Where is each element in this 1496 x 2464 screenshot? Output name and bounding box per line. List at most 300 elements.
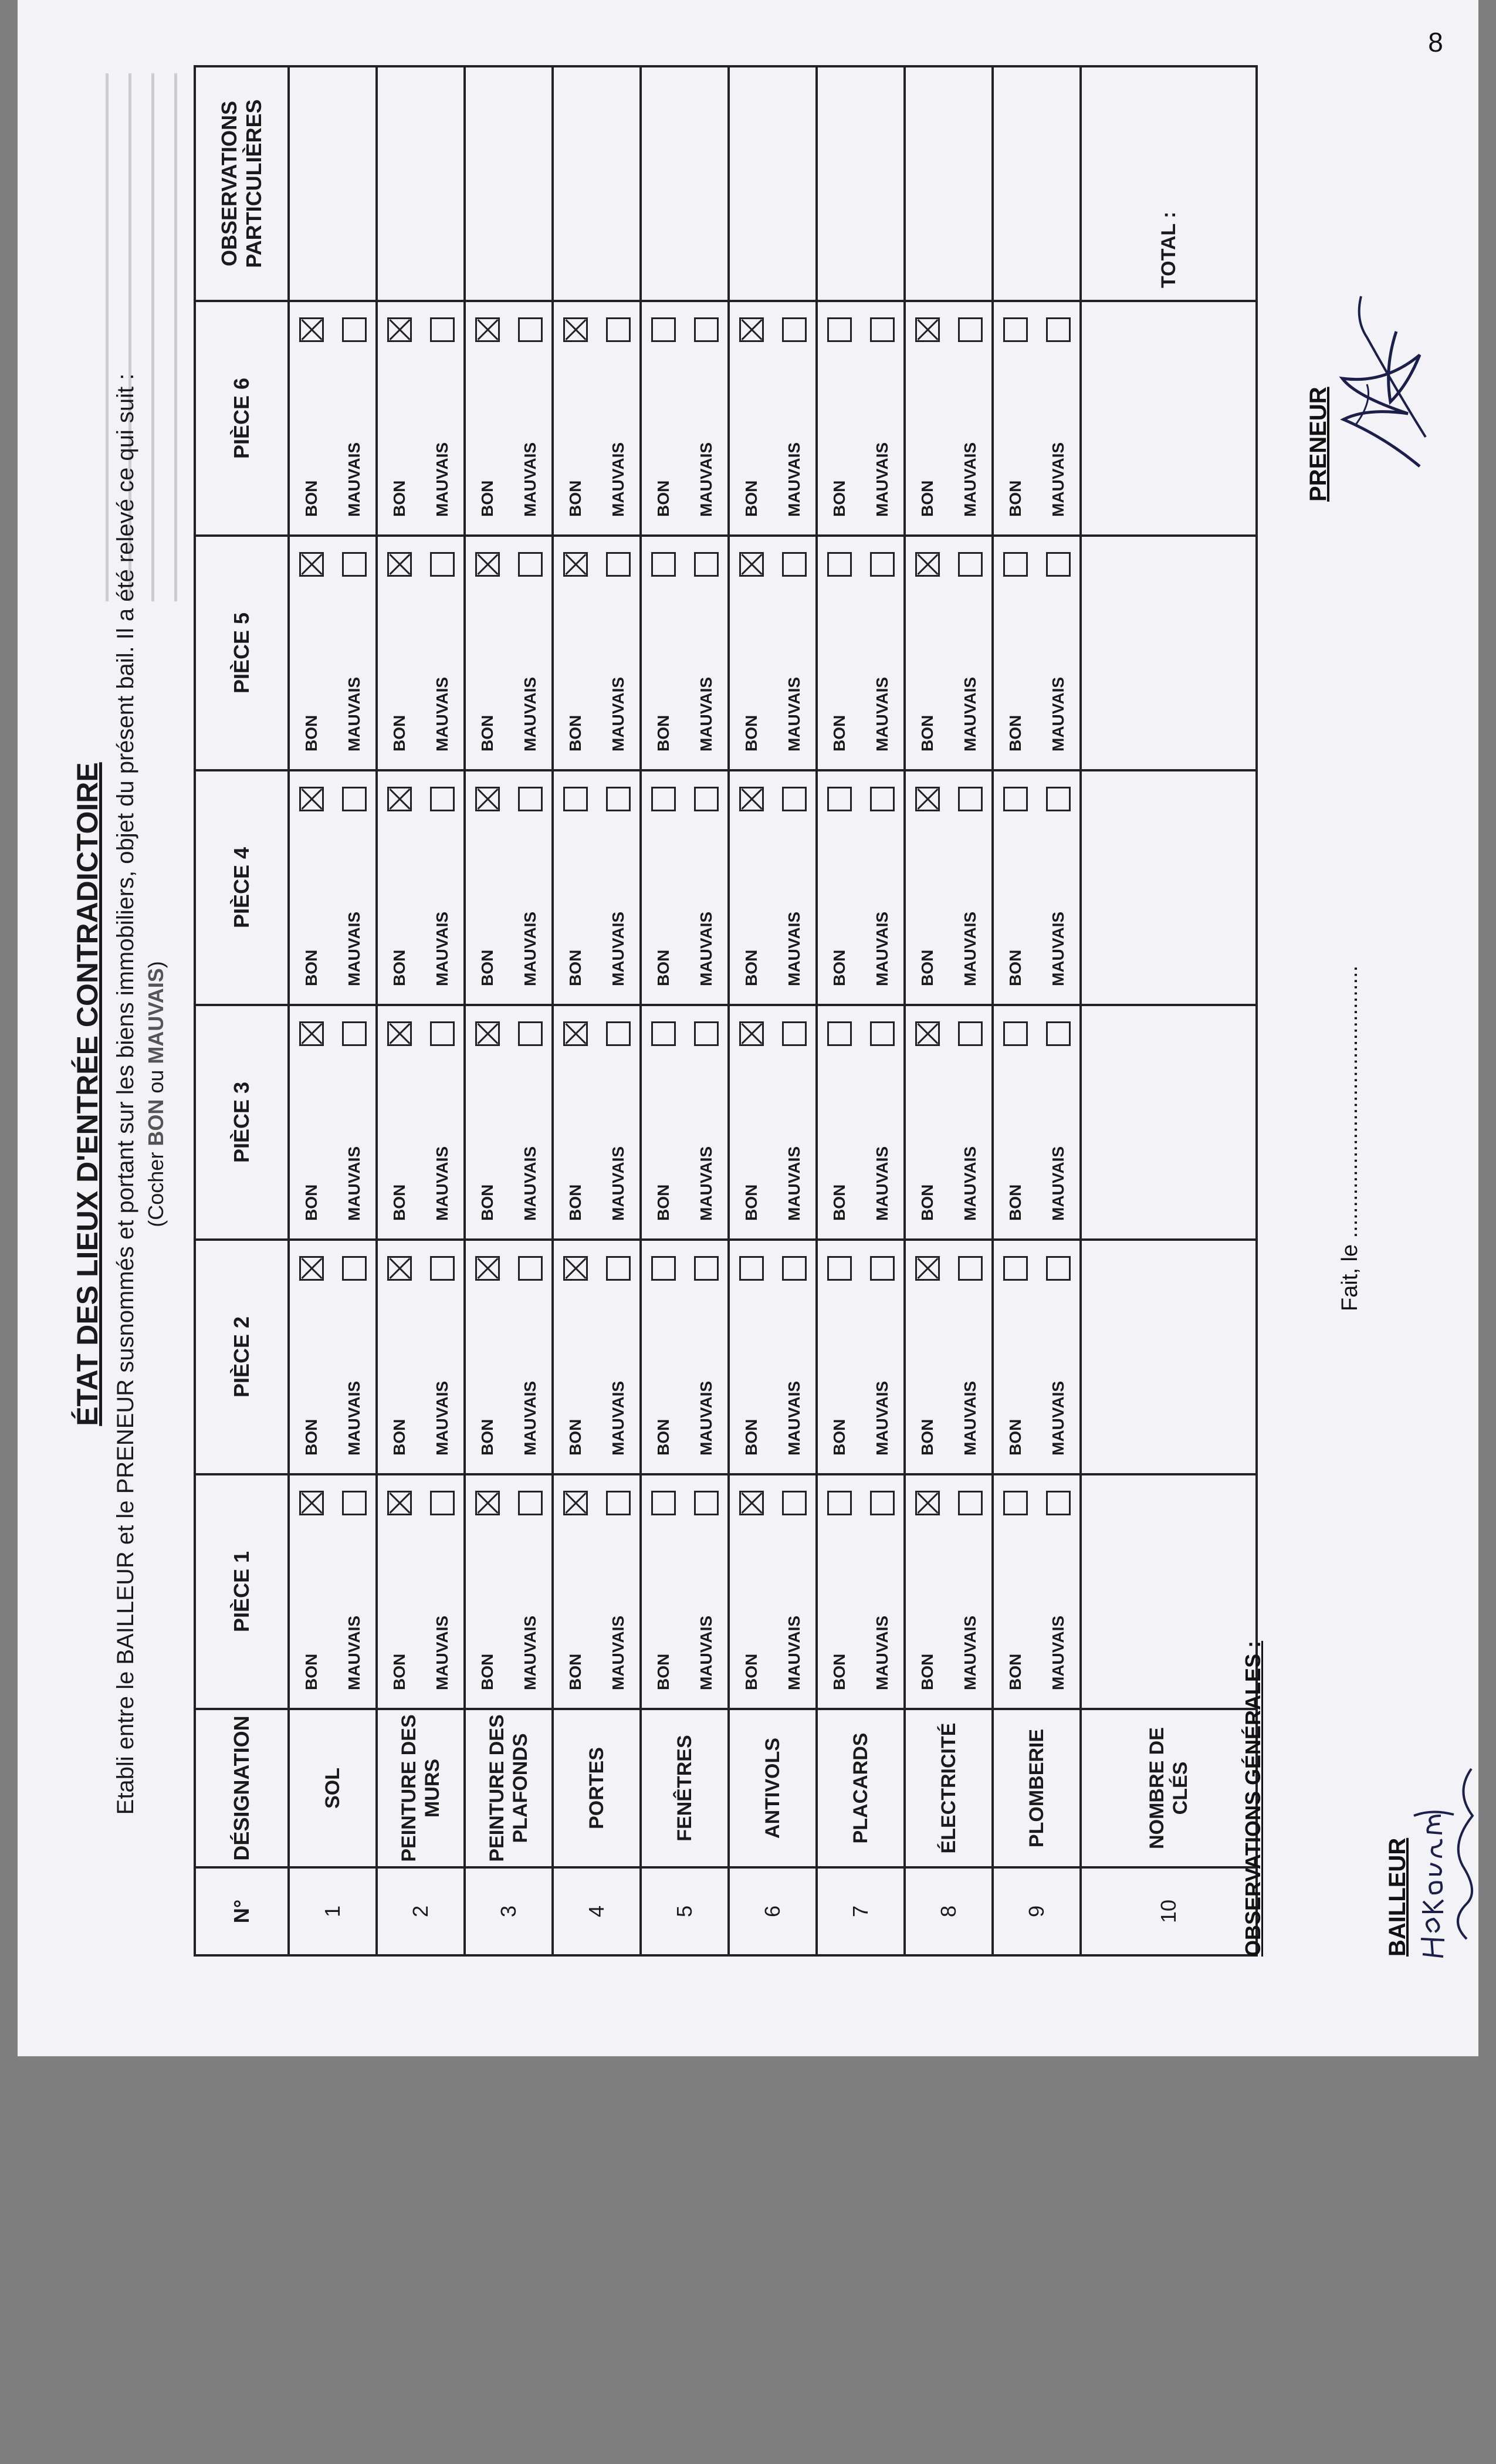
mauvais-option xyxy=(509,1241,551,1473)
mauvais-checkbox[interactable] xyxy=(1046,1256,1071,1281)
header-observations: OBSERVATIONS PARTICULIÈRES xyxy=(195,66,289,301)
bon-label: BON xyxy=(742,1653,760,1690)
piece-cell xyxy=(817,770,905,1005)
bon-label: BON xyxy=(918,949,936,986)
table-row xyxy=(817,66,905,1955)
mauvais-label: MAUVAIS xyxy=(344,442,363,517)
bon-checkbox[interactable] xyxy=(299,317,324,342)
piece-cell xyxy=(993,1240,1081,1474)
keys-piece-cell xyxy=(1081,301,1257,536)
bon-checkbox[interactable] xyxy=(299,1021,324,1046)
mauvais-option xyxy=(773,537,815,769)
mauvais-option xyxy=(509,537,551,769)
bon-label: BON xyxy=(302,1419,320,1456)
bon-checkbox[interactable] xyxy=(651,787,676,811)
piece-cell xyxy=(553,770,641,1005)
bon-option xyxy=(906,302,949,534)
mauvais-checkbox[interactable] xyxy=(518,552,543,577)
bon-checkbox[interactable] xyxy=(563,552,588,577)
bon-checkbox[interactable] xyxy=(563,1491,588,1515)
mauvais-checkbox[interactable] xyxy=(342,787,367,811)
bon-label: BON xyxy=(478,1653,496,1690)
row-observations xyxy=(465,66,553,301)
bon-option xyxy=(642,1241,685,1473)
mauvais-checkbox[interactable] xyxy=(694,787,719,811)
bon-option xyxy=(554,1475,597,1708)
row-number: 7 xyxy=(817,1867,905,1955)
mauvais-checkbox[interactable] xyxy=(606,787,631,811)
mauvais-label: MAUVAIS xyxy=(696,911,715,986)
piece-cell xyxy=(377,536,465,770)
bon-label: BON xyxy=(918,1653,936,1690)
bon-option xyxy=(818,1241,861,1473)
mauvais-checkbox[interactable] xyxy=(342,552,367,577)
bon-option xyxy=(818,1475,861,1708)
mauvais-label: MAUVAIS xyxy=(432,1380,451,1456)
bon-option xyxy=(290,537,333,769)
mauvais-checkbox[interactable] xyxy=(694,317,719,342)
mauvais-option xyxy=(509,1006,551,1238)
keys-piece-cell xyxy=(1081,536,1257,770)
piece-cell xyxy=(993,536,1081,770)
header-piece-3: PIÈCE 3 xyxy=(195,1005,289,1240)
mauvais-label: MAUVAIS xyxy=(344,1380,363,1456)
mauvais-option xyxy=(597,1006,639,1238)
bon-label: BON xyxy=(302,1184,320,1221)
bon-label: BON xyxy=(390,715,408,752)
piece-cell xyxy=(729,301,817,536)
mauvais-checkbox[interactable] xyxy=(782,317,807,342)
bon-checkbox[interactable] xyxy=(563,317,588,342)
piece-cell xyxy=(641,1005,729,1240)
mauvais-label: MAUVAIS xyxy=(432,1615,451,1690)
mauvais-label: MAUVAIS xyxy=(520,1380,539,1456)
piece-cell xyxy=(553,1474,641,1709)
bon-option xyxy=(642,1475,685,1708)
bon-checkbox[interactable] xyxy=(387,1256,412,1281)
mauvais-label: MAUVAIS xyxy=(608,1615,627,1690)
bon-checkbox[interactable] xyxy=(387,552,412,577)
bon-checkbox[interactable] xyxy=(827,787,852,811)
mauvais-checkbox[interactable] xyxy=(606,552,631,577)
mauvais-option xyxy=(685,1006,727,1238)
mauvais-label: MAUVAIS xyxy=(784,1615,803,1690)
row-number: 1 xyxy=(289,1867,377,1955)
mauvais-option xyxy=(1037,302,1079,534)
mauvais-option xyxy=(333,537,375,769)
mauvais-checkbox[interactable] xyxy=(694,1256,719,1281)
mauvais-label: MAUVAIS xyxy=(520,1146,539,1221)
bon-label: BON xyxy=(918,1184,936,1221)
tenant-signature xyxy=(1332,273,1437,472)
bon-option xyxy=(466,1475,509,1708)
bon-label: BON xyxy=(390,949,408,986)
mauvais-checkbox[interactable] xyxy=(870,1256,895,1281)
mauvais-checkbox[interactable] xyxy=(518,1021,543,1046)
document-page xyxy=(18,0,1478,2056)
bon-option xyxy=(730,1006,773,1238)
bon-checkbox[interactable] xyxy=(739,317,764,342)
bon-checkbox[interactable] xyxy=(299,1491,324,1515)
mauvais-option xyxy=(597,1475,639,1708)
bon-option xyxy=(378,302,421,534)
bon-label: BON xyxy=(478,715,496,752)
bon-checkbox[interactable] xyxy=(475,1021,500,1046)
mauvais-checkbox[interactable] xyxy=(958,552,983,577)
bon-label: BON xyxy=(654,949,672,986)
bon-label: BON xyxy=(742,1184,760,1221)
mauvais-checkbox[interactable] xyxy=(958,317,983,342)
header-piece-2: PIÈCE 2 xyxy=(195,1240,289,1474)
bon-label: BON xyxy=(742,715,760,752)
piece-cell xyxy=(465,770,553,1005)
bon-option xyxy=(994,1241,1037,1473)
mauvais-label: MAUVAIS xyxy=(960,676,979,752)
mauvais-label: MAUVAIS xyxy=(608,1146,627,1221)
mauvais-checkbox[interactable] xyxy=(518,1491,543,1515)
mauvais-checkbox[interactable] xyxy=(1046,787,1071,811)
bon-label: BON xyxy=(302,1653,320,1690)
bon-checkbox[interactable] xyxy=(1003,1256,1028,1281)
keys-piece-cell xyxy=(1081,1474,1257,1709)
bon-checkbox[interactable] xyxy=(387,1491,412,1515)
keys-piece-cell xyxy=(1081,1005,1257,1240)
piece-cell xyxy=(289,1474,377,1709)
mauvais-option xyxy=(685,302,727,534)
mauvais-checkbox[interactable] xyxy=(430,317,455,342)
piece-cell xyxy=(905,1240,993,1474)
row-observations xyxy=(729,66,817,301)
mauvais-checkbox[interactable] xyxy=(958,1256,983,1281)
piece-cell xyxy=(905,1474,993,1709)
piece-cell xyxy=(641,1240,729,1474)
mauvais-option xyxy=(333,302,375,534)
bon-checkbox[interactable] xyxy=(915,1021,940,1046)
page-number: 8 xyxy=(1428,27,1443,58)
piece-cell xyxy=(553,301,641,536)
bon-label: BON xyxy=(302,715,320,752)
mauvais-checkbox[interactable] xyxy=(782,552,807,577)
mauvais-option xyxy=(333,1006,375,1238)
mauvais-checkbox[interactable] xyxy=(518,787,543,811)
piece-cell xyxy=(905,770,993,1005)
bon-option xyxy=(730,302,773,534)
bon-checkbox[interactable] xyxy=(1003,1491,1028,1515)
mauvais-option xyxy=(421,1241,463,1473)
bon-option xyxy=(466,1006,509,1238)
bon-checkbox[interactable] xyxy=(915,1491,940,1515)
keys-total: TOTAL : xyxy=(1081,66,1257,301)
row-designation: ÉLECTRICITÉ xyxy=(905,1709,993,1867)
bon-option xyxy=(818,771,861,1004)
row-observations xyxy=(553,66,641,301)
bon-label: BON xyxy=(566,715,584,752)
mauvais-checkbox[interactable] xyxy=(870,317,895,342)
keys-row xyxy=(1081,66,1257,1955)
row-observations xyxy=(905,66,993,301)
mauvais-label: MAUVAIS xyxy=(696,1615,715,1690)
mauvais-checkbox[interactable] xyxy=(430,1491,455,1515)
bon-checkbox[interactable] xyxy=(475,552,500,577)
piece-cell xyxy=(289,770,377,1005)
piece-cell xyxy=(817,301,905,536)
mauvais-option xyxy=(861,1006,903,1238)
bon-checkbox[interactable] xyxy=(475,317,500,342)
row-designation: PLOMBERIE xyxy=(993,1709,1081,1867)
mauvais-label: MAUVAIS xyxy=(960,442,979,517)
bon-checkbox[interactable] xyxy=(915,1256,940,1281)
row-observations xyxy=(993,66,1081,301)
bon-label: BON xyxy=(830,480,848,517)
mauvais-checkbox[interactable] xyxy=(430,1256,455,1281)
mauvais-checkbox[interactable] xyxy=(342,1491,367,1515)
mauvais-label: MAUVAIS xyxy=(872,1146,891,1221)
piece-cell xyxy=(729,1005,817,1240)
mauvais-option xyxy=(509,302,551,534)
bon-option xyxy=(290,1006,333,1238)
bon-checkbox[interactable] xyxy=(1003,317,1028,342)
bon-option xyxy=(378,771,421,1004)
bon-checkbox[interactable] xyxy=(739,1021,764,1046)
mauvais-checkbox[interactable] xyxy=(518,1256,543,1281)
mauvais-option xyxy=(861,537,903,769)
mauvais-checkbox[interactable] xyxy=(606,1491,631,1515)
bon-option xyxy=(994,1475,1037,1708)
bon-option xyxy=(906,771,949,1004)
mauvais-label: MAUVAIS xyxy=(696,1146,715,1221)
bon-option xyxy=(818,537,861,769)
bon-checkbox[interactable] xyxy=(563,1256,588,1281)
piece-cell xyxy=(905,1005,993,1240)
mauvais-option xyxy=(509,771,551,1004)
mauvais-option xyxy=(421,771,463,1004)
bon-checkbox[interactable] xyxy=(915,317,940,342)
mauvais-checkbox[interactable] xyxy=(782,1021,807,1046)
bon-checkbox[interactable] xyxy=(387,1021,412,1046)
row-observations xyxy=(641,66,729,301)
mauvais-option xyxy=(1037,537,1079,769)
bon-option xyxy=(642,537,685,769)
bon-checkbox[interactable] xyxy=(387,317,412,342)
bon-option xyxy=(730,1475,773,1708)
bon-option xyxy=(906,1241,949,1473)
mauvais-checkbox[interactable] xyxy=(958,787,983,811)
mauvais-checkbox[interactable] xyxy=(870,1491,895,1515)
mauvais-option xyxy=(685,537,727,769)
mauvais-option xyxy=(597,771,639,1004)
bon-checkbox[interactable] xyxy=(651,1021,676,1046)
mauvais-option xyxy=(1037,1006,1079,1238)
bon-checkbox[interactable] xyxy=(563,1021,588,1046)
piece-cell xyxy=(289,301,377,536)
piece-cell xyxy=(641,301,729,536)
mauvais-option xyxy=(1037,771,1079,1004)
bon-checkbox[interactable] xyxy=(299,552,324,577)
mauvais-label: MAUVAIS xyxy=(1048,1380,1067,1456)
bon-label: BON xyxy=(566,1419,584,1456)
bon-checkbox[interactable] xyxy=(299,787,324,811)
piece-cell xyxy=(817,536,905,770)
piece-cell xyxy=(377,1474,465,1709)
bon-label: BON xyxy=(1006,480,1024,517)
bon-checkbox[interactable] xyxy=(827,552,852,577)
mauvais-checkbox[interactable] xyxy=(870,552,895,577)
mauvais-label: MAUVAIS xyxy=(784,1380,803,1456)
mauvais-checkbox[interactable] xyxy=(1046,1021,1071,1046)
mauvais-checkbox[interactable] xyxy=(430,787,455,811)
bon-option xyxy=(906,1475,949,1708)
mauvais-checkbox[interactable] xyxy=(342,1256,367,1281)
mauvais-checkbox[interactable] xyxy=(342,317,367,342)
bon-option xyxy=(994,1006,1037,1238)
bon-checkbox[interactable] xyxy=(651,1491,676,1515)
row-designation: PLACARDS xyxy=(817,1709,905,1867)
piece-cell xyxy=(377,770,465,1005)
bon-checkbox[interactable] xyxy=(739,787,764,811)
bon-option xyxy=(554,1241,597,1473)
row-number: 5 xyxy=(641,1867,729,1955)
piece-cell xyxy=(377,1240,465,1474)
bon-option xyxy=(642,1006,685,1238)
bon-checkbox[interactable] xyxy=(827,317,852,342)
document-subtitle: Etabli entre le BAILLEUR et le PRENEUR susnommés et portant sur les biens immobiliers, objet du présent bail. Il a été relevé ce qui suit : xyxy=(113,373,138,1815)
bon-checkbox[interactable] xyxy=(475,1256,500,1281)
mauvais-checkbox[interactable] xyxy=(1046,317,1071,342)
bon-option xyxy=(378,1006,421,1238)
mauvais-checkbox[interactable] xyxy=(870,787,895,811)
mauvais-checkbox[interactable] xyxy=(342,1021,367,1046)
header-piece-6: PIÈCE 6 xyxy=(195,301,289,536)
bon-label: BON xyxy=(302,480,320,517)
row-observations xyxy=(377,66,465,301)
piece-cell xyxy=(641,1474,729,1709)
piece-cell xyxy=(553,536,641,770)
bon-option xyxy=(818,1006,861,1238)
mauvais-label: MAUVAIS xyxy=(608,676,627,752)
row-observations xyxy=(817,66,905,301)
bon-label: BON xyxy=(566,480,584,517)
mauvais-checkbox[interactable] xyxy=(958,1491,983,1515)
bon-checkbox[interactable] xyxy=(827,1021,852,1046)
table-row xyxy=(465,66,553,1955)
bon-checkbox[interactable] xyxy=(1003,787,1028,811)
mauvais-option xyxy=(421,302,463,534)
mauvais-label: MAUVAIS xyxy=(432,442,451,517)
mauvais-label: MAUVAIS xyxy=(1048,1615,1067,1690)
mauvais-option xyxy=(597,302,639,534)
tenant-label: PRENEUR xyxy=(1305,387,1331,502)
row-designation: PORTES xyxy=(553,1709,641,1867)
bon-option xyxy=(290,1475,333,1708)
mauvais-checkbox[interactable] xyxy=(782,787,807,811)
row-number: 10 xyxy=(1081,1867,1257,1955)
bon-option xyxy=(466,1241,509,1473)
bon-checkbox[interactable] xyxy=(475,787,500,811)
bon-checkbox[interactable] xyxy=(1003,1021,1028,1046)
mauvais-checkbox[interactable] xyxy=(694,1491,719,1515)
bon-option xyxy=(466,302,509,534)
bon-option xyxy=(994,302,1037,534)
table-header-row xyxy=(195,66,289,1955)
bon-label: BON xyxy=(742,1419,760,1456)
row-number: 9 xyxy=(993,1867,1081,1955)
mauvais-checkbox[interactable] xyxy=(606,1256,631,1281)
piece-cell xyxy=(289,1240,377,1474)
bon-checkbox[interactable] xyxy=(739,1491,764,1515)
bon-checkbox[interactable] xyxy=(827,1491,852,1515)
mauvais-option xyxy=(773,1241,815,1473)
mauvais-option xyxy=(597,537,639,769)
bon-label: BON xyxy=(918,480,936,517)
mauvais-checkbox[interactable] xyxy=(1046,1491,1071,1515)
table-row xyxy=(553,66,641,1955)
bon-checkbox[interactable] xyxy=(915,787,940,811)
mauvais-checkbox[interactable] xyxy=(430,552,455,577)
mauvais-checkbox[interactable] xyxy=(606,1021,631,1046)
mauvais-checkbox[interactable] xyxy=(694,1021,719,1046)
row-number: 8 xyxy=(905,1867,993,1955)
bon-checkbox[interactable] xyxy=(1003,552,1028,577)
mauvais-checkbox[interactable] xyxy=(958,1021,983,1046)
bon-checkbox[interactable] xyxy=(739,1256,764,1281)
bon-checkbox[interactable] xyxy=(299,1256,324,1281)
mauvais-option xyxy=(773,302,815,534)
row-designation: FENÊTRES xyxy=(641,1709,729,1867)
bon-label: BON xyxy=(478,949,496,986)
bon-checkbox[interactable] xyxy=(651,1256,676,1281)
bon-checkbox[interactable] xyxy=(827,1256,852,1281)
piece-cell xyxy=(817,1005,905,1240)
mauvais-checkbox[interactable] xyxy=(694,552,719,577)
mauvais-label: MAUVAIS xyxy=(872,1380,891,1456)
bon-label: BON xyxy=(302,949,320,986)
mauvais-checkbox[interactable] xyxy=(518,317,543,342)
bon-checkbox[interactable] xyxy=(563,787,588,811)
date-line: Fait, le ............................................ xyxy=(1338,965,1362,1311)
bon-option xyxy=(554,537,597,769)
bon-checkbox[interactable] xyxy=(739,552,764,577)
mauvais-option xyxy=(1037,1241,1079,1473)
mauvais-checkbox[interactable] xyxy=(1046,552,1071,577)
bon-label: BON xyxy=(918,1419,936,1456)
bon-checkbox[interactable] xyxy=(475,1491,500,1515)
bon-checkbox[interactable] xyxy=(387,787,412,811)
bon-checkbox[interactable] xyxy=(651,317,676,342)
mauvais-label: MAUVAIS xyxy=(784,1146,803,1221)
mauvais-label: MAUVAIS xyxy=(432,676,451,752)
mauvais-label: MAUVAIS xyxy=(608,1380,627,1456)
mauvais-option xyxy=(421,1475,463,1708)
mauvais-checkbox[interactable] xyxy=(606,317,631,342)
mauvais-label: MAUVAIS xyxy=(696,1380,715,1456)
mauvais-checkbox[interactable] xyxy=(430,1021,455,1046)
bon-label: BON xyxy=(390,1184,408,1221)
piece-cell xyxy=(289,536,377,770)
piece-cell xyxy=(729,536,817,770)
mauvais-option xyxy=(597,1241,639,1473)
bon-checkbox[interactable] xyxy=(915,552,940,577)
mauvais-checkbox[interactable] xyxy=(782,1256,807,1281)
bon-checkbox[interactable] xyxy=(651,552,676,577)
mauvais-label: MAUVAIS xyxy=(696,442,715,517)
mauvais-checkbox[interactable] xyxy=(782,1491,807,1515)
header-piece-4: PIÈCE 4 xyxy=(195,770,289,1005)
piece-cell xyxy=(377,301,465,536)
keys-piece-cell xyxy=(1081,770,1257,1005)
mauvais-option xyxy=(685,1241,727,1473)
mauvais-checkbox[interactable] xyxy=(870,1021,895,1046)
mauvais-label: MAUVAIS xyxy=(872,911,891,986)
